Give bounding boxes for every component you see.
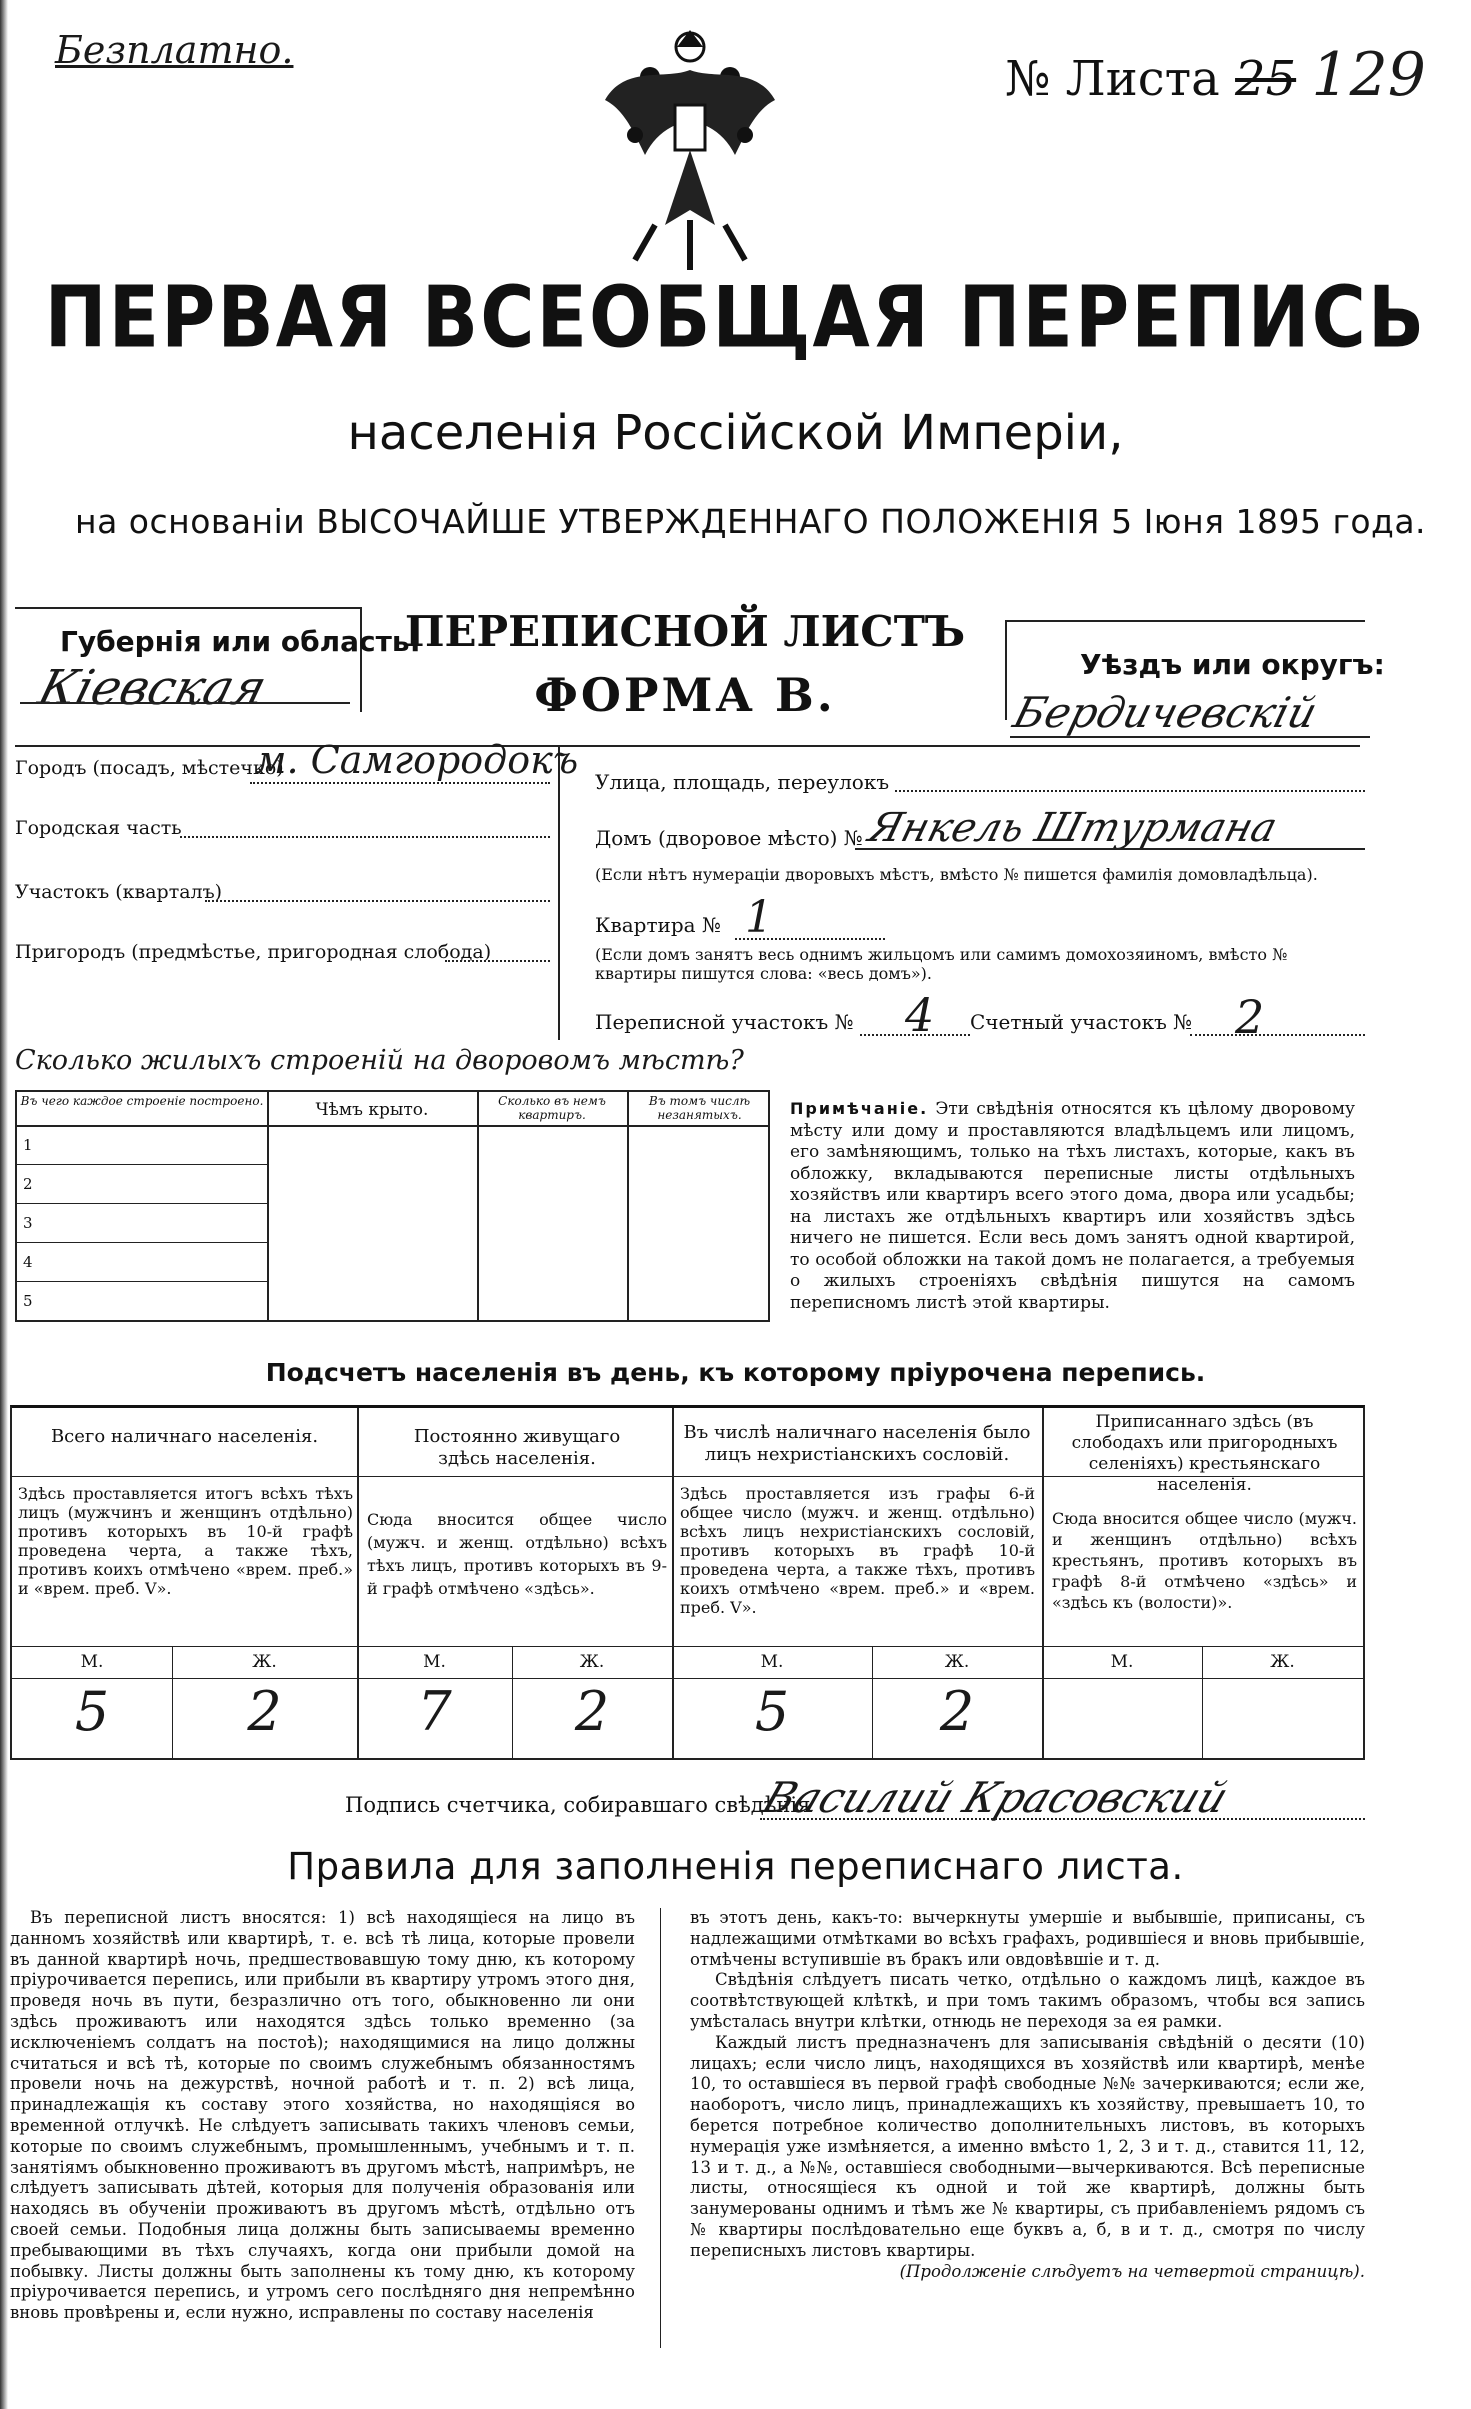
city-label: Городъ (посадъ, мѣстечко) bbox=[15, 757, 284, 779]
nonchristian-male-value: 5 bbox=[754, 1680, 790, 1743]
counting-district-label: Счетный участокъ № bbox=[970, 1010, 1193, 1034]
gubernia-label: Губернія или область: bbox=[60, 625, 421, 658]
buildings-row-4: 4 bbox=[23, 1253, 33, 1271]
count-col4-desc: Сюда вносится общее число (мужч. и женщинъ отдѣльно) всѣхъ крестьянъ, противъ которыхъ въ графѣ 8-й отмѣчено «здѣсь» и «здѣсь къ (волости)». bbox=[1052, 1509, 1357, 1612]
buildings-col-roof: Чѣмъ крыто. bbox=[315, 1100, 429, 1120]
house-note: (Если нѣтъ нумераціи дворовыхъ мѣстъ, вмѣсто № пишется фамилія домовладѣльца). bbox=[595, 865, 1318, 884]
sheet-new-number: 129 bbox=[1311, 40, 1426, 110]
signature-label: Подпись счетчика, собиравшаго свѣдѣнія bbox=[345, 1793, 811, 1817]
buildings-row-1: 1 bbox=[23, 1136, 33, 1154]
rules-title: Правила для заполненія переписнаго листа. bbox=[287, 1845, 1184, 1888]
city-part-label: Городская часть bbox=[15, 817, 182, 839]
m-label-3: М. bbox=[760, 1652, 784, 1672]
m-label-1: М. bbox=[80, 1652, 104, 1672]
suburb-label: Пригородъ (предмѣстье, пригородная слобода) bbox=[15, 941, 492, 963]
count-col1-head: Всего наличнаго населенія. bbox=[50, 1426, 319, 1447]
count-table bbox=[10, 1405, 1365, 1760]
free-label: Безплатно. bbox=[55, 28, 294, 72]
binding-edge bbox=[0, 0, 8, 2409]
rules-right-p1: въ этотъ день, какъ-то: вычеркнуты умершіе и выбывшіе, приписаны, съ надлежащими отмѣтками во всѣхъ графахъ, родившіеся и вновь прибывшіе, отмѣчены вступившіе въ бракъ или овдовѣвшіе и т. д. bbox=[690, 1908, 1365, 1969]
uezd-value: Бердичевскій bbox=[1008, 688, 1323, 737]
uezd-label: Уѣздъ или округъ: bbox=[1080, 648, 1385, 681]
m-label-4: М. bbox=[1110, 1652, 1134, 1672]
street-label: Улица, площадь, переулокъ bbox=[595, 770, 890, 794]
buildings-question: Сколько жилыхъ строеній на дворовомъ мѣстѣ? bbox=[15, 1045, 744, 1076]
note-head: Примѣчаніе. bbox=[790, 1099, 929, 1118]
census-district-value: 4 bbox=[905, 988, 935, 1042]
buildings-row-3: 3 bbox=[23, 1214, 33, 1232]
buildings-row-2: 2 bbox=[23, 1175, 33, 1193]
signature-value: Василий Красовский bbox=[756, 1773, 1235, 1822]
buildings-col-material: Въ чего каждое строеніе построено. bbox=[20, 1094, 264, 1108]
total-male-value: 5 bbox=[74, 1680, 110, 1743]
permanent-male-value: 7 bbox=[417, 1680, 452, 1743]
f-label-3: Ж. bbox=[944, 1652, 970, 1672]
f-label-1: Ж. bbox=[252, 1652, 277, 1672]
count-title: Подсчетъ населенія въ день, къ которому пріурочена перепись. bbox=[265, 1358, 1206, 1387]
apartment-label: Квартира № bbox=[595, 913, 721, 937]
rules-left-column: Въ переписной листъ вносятся: 1) всѣ находящіеся на лицо въ данномъ хозяйствѣ или квартирѣ, т. е. всѣ тѣ лица, которые провели въ данной квартирѣ ночь, предшествовавшую тому дню, къ которому пріурочивается перепись, или прибыли въ квартиру утромъ этого дня, проведя ночь въ пути, безразлично отъ того, обыкновенно ли они здѣсь проживаютъ или находятся здѣсь только временно (за исключеніемъ солдатъ на постоѣ); находящимися на лицо должны считаться и всѣ тѣ, которые по своимъ служебнымъ обязанностямъ провели ночь на дежурствѣ, ночной работѣ и т. п. 2) всѣ лица, принадлежащія къ составу этого хозяйства, но находящіяся во временной отлучкѣ. Не слѣдуетъ записывать такихъ членовъ семьи, которые по своимъ служебнымъ, промышленнымъ, учебнымъ и т. п. занятіямъ обыкновенно проживаютъ въ другомъ мѣстѣ, напримѣръ, не слѣдуетъ записывать дѣтей, которыя для полученія образованія или находясь въ обученіи проживаютъ въ другомъ мѣстѣ, отдѣльно отъ своей семьи. Подобныя лица должны быть записываемы временно пребывающими въ тѣхъ случаяхъ, когда они прибыли домой на побывку. Листы должны быть заполнены къ тому дню, къ которому пріурочивается перепись, и утромъ сего послѣдняго дня непремѣнно вновь провѣрены и, если нужно, исправлены по составу населенія bbox=[10, 1908, 635, 2323]
counting-district-value: 2 bbox=[1235, 990, 1265, 1044]
sheet-old-number: 25 bbox=[1235, 51, 1297, 107]
buildings-col-vacant: Въ томъ числѣ незанятыхъ. bbox=[648, 1094, 751, 1122]
sheet-number-label bbox=[1005, 40, 1426, 110]
count-col4-head: Приписаннаго здѣсь (въ слободахъ или пригородныхъ селеніяхъ) крестьянскаго населенія. bbox=[1071, 1412, 1338, 1495]
rules-continued: (Продолженіе слѣдуетъ на четвертой страницѣ). bbox=[899, 2261, 1365, 2281]
total-female-value: 2 bbox=[247, 1680, 282, 1743]
city-value: м. Самгородокъ bbox=[255, 738, 579, 782]
house-value: Янкель Штурмана bbox=[863, 805, 1282, 851]
note-body: Эти свѣдѣнія относятся къ цѣлому дворовому мѣсту или дому и проставляются владѣльцемъ или лицомъ, его замѣняющимъ, только на тѣхъ листахъ, которые, какъ въ обложку, вкладываются переписные листы отдѣльныхъ хозяйствъ или квартиръ всего этого дома, двора или усадьбы; на листахъ же отдѣльныхъ квартиръ или хозяйствъ здѣсь ничего не пишется. Если весь домъ занятъ одной квартирой, то особой обложки на такой домъ не полагается, а требуемыя о жилыхъ строеніяхъ свѣдѣнія пишутся на самомъ переписномъ листѣ этой квартиры. bbox=[790, 1099, 1356, 1313]
buildings-col-apartments: Сколько въ немъ квартиръ. bbox=[498, 1094, 606, 1122]
form-type: ФОРМА В. bbox=[534, 668, 836, 722]
basis-line: на основаніи ВЫСОЧАЙШЕ УТВЕРЖДЕННАГО ПОЛОЖЕНІЯ 5 Іюня 1895 года. bbox=[75, 502, 1427, 541]
coat-of-arms-emblem bbox=[595, 25, 785, 275]
buildings-table bbox=[15, 1090, 770, 1322]
count-col3-desc: Здѣсь проставляется изъ графы 6-й общее число (мужч. и женщ. отдѣльно) всѣхъ лицъ нехристіанскихъ сословій, противъ которыхъ въ графѣ 10-й проведена черта, а также тѣхъ, противъ коихъ отмѣчено «врем. преб.» и «врем. преб. V». bbox=[680, 1484, 1035, 1617]
main-title: ПЕРВАЯ ВСЕОБЩАЯ ПЕРЕПИСЬ bbox=[44, 268, 1427, 368]
nonchristian-female-value: 2 bbox=[939, 1680, 975, 1743]
house-label: Домъ (дворовое мѣсто) № bbox=[595, 826, 863, 850]
sheet-label: № Листа bbox=[1005, 51, 1220, 107]
rules-right-column bbox=[690, 1908, 1365, 2282]
apartment-value: 1 bbox=[745, 892, 773, 943]
f-label-2: Ж. bbox=[579, 1652, 605, 1672]
count-col2-desc: Сюда вносится общее число (мужч. и женщ. отдѣльно) всѣхъ тѣхъ лицъ, противъ которыхъ въ 9-й графѣ отмѣчено «здѣсь». bbox=[367, 1510, 667, 1598]
m-label-2: М. bbox=[423, 1652, 446, 1672]
rules-right-p3: Каждый листъ предназначенъ для записыванія свѣдѣній о десяти (10) лицахъ; если число лицъ, находящихся въ хозяйствѣ или квартирѣ, менѣе 10, то оставшіеся въ первой графѣ свободные №№ зачеркиваются; если же, наоборотъ, число лицъ, принадлежащихъ къ хозяйству, превышаетъ 10, то берется потребное количество дополнительныхъ листовъ, въ которыхъ нумерація уже измѣняется, а именно вмѣсто 1, 2, 3 и т. д., ставится 11, 12, 13 и т. д., а №№, оставшіеся свободными—вычеркиваются. Всѣ переписные листы, относящіеся къ одной и той же квартирѣ, должны быть занумерованы однимъ и тѣмъ же № квартиры, съ прибавленіемъ рядомъ съ № квартиры послѣдовательно еще буквъ а, б, в и т. д., смотря по числу переписныхъ листовъ квартиры. bbox=[690, 2032, 1365, 2260]
gubernia-value: Кіевская bbox=[32, 660, 273, 716]
note-text bbox=[790, 1098, 1355, 1314]
f-label-4: Ж. bbox=[1270, 1652, 1295, 1672]
district-label: Участокъ (кварталъ) bbox=[15, 881, 223, 903]
permanent-female-value: 2 bbox=[574, 1680, 610, 1743]
apartment-note: (Если домъ занятъ весь однимъ жильцомъ или самимъ домохозяиномъ, вмѣсто № квартиры пишутся слова: «весь домъ»). bbox=[595, 945, 1288, 983]
census-district-label: Переписной участокъ № bbox=[595, 1010, 854, 1034]
count-col3-head: Въ числѣ наличнаго населенія было лицъ нехристіанскихъ сословій. bbox=[683, 1422, 1031, 1465]
count-col1-desc: Здѣсь проставляется итогъ всѣхъ тѣхъ лицъ (мужчинъ и женщинъ отдѣльно) противъ которыхъ въ 10-й графѣ проведена черта, а также тѣхъ, противъ коихъ отмѣчено «врем. преб.» и «врем. преб. V». bbox=[18, 1484, 353, 1598]
subtitle: населенія Россійской Имперіи, bbox=[347, 405, 1124, 461]
count-col2-head: Постоянно живущаго здѣсь населенія. bbox=[413, 1426, 621, 1469]
buildings-row-5: 5 bbox=[23, 1292, 33, 1310]
form-title: ПЕРЕПИСНОЙ ЛИСТЪ bbox=[404, 607, 966, 656]
rules-right-p2: Свѣдѣнія слѣдуетъ писать четко, отдѣльно о каждомъ лицѣ, каждое въ соотвѣтствующей клѣткѣ, и при томъ такимъ образомъ, чтобы вся запись умѣсталась внутри клѣтки, отнюдь не переходя за ея рамки. bbox=[690, 1970, 1365, 2031]
